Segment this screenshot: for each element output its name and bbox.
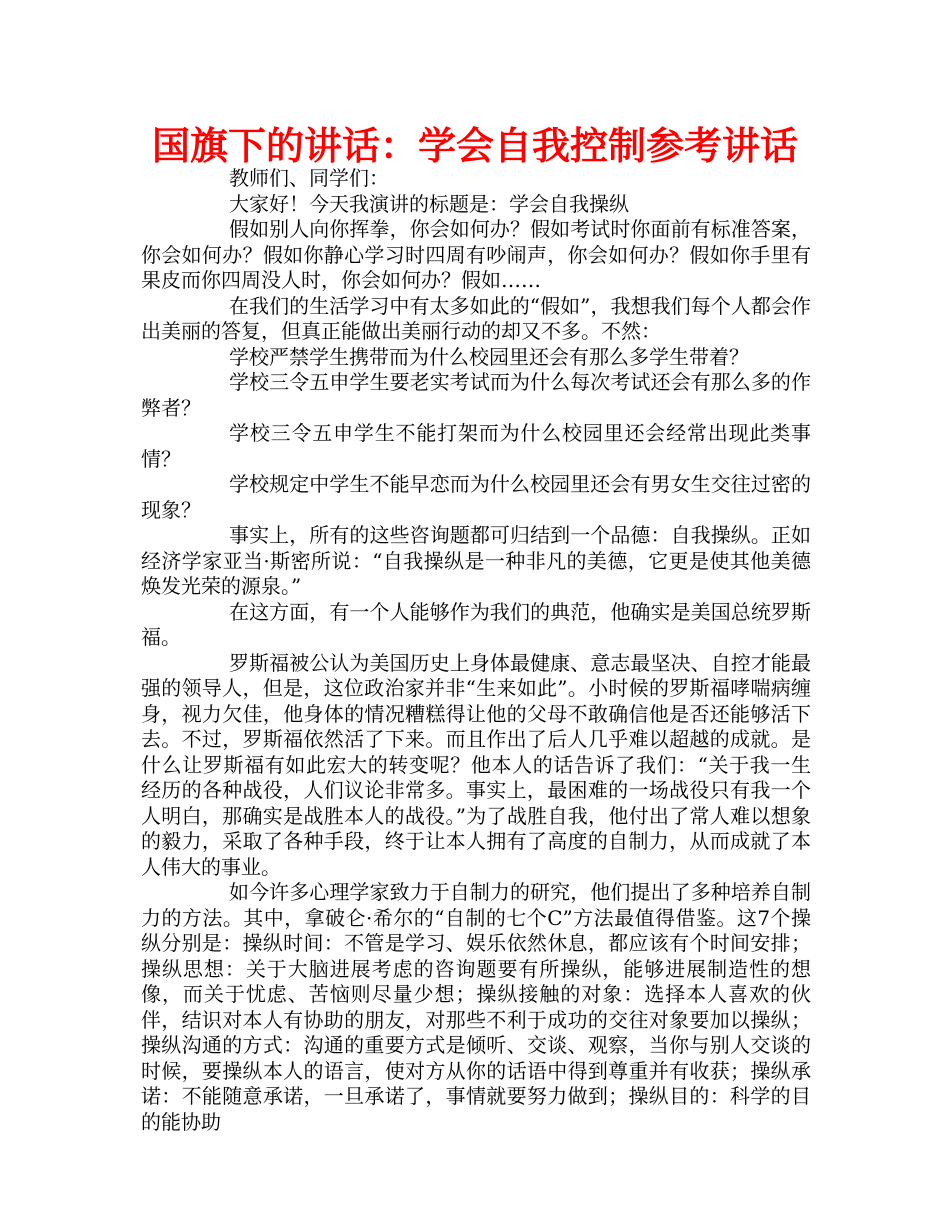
paragraph: 在我们的生活学习中有太多如此的“假如”，我想我们每个人都会作出美丽的答复，但真正能做出美丽行动的却又不多。不然： bbox=[141, 293, 811, 343]
paragraph: 罗斯福被公认为美国历史上身体最健康、意志最坚决、自控才能最强的领导人，但是，这位政治家并非“生来如此”。小时候的罗斯福哮喘病缠身，视力欠佳，他身体的情况糟糕得让他的父母不敢确信他是否还能够活下去。不过，罗斯福依然活了下来。而且作出了后人几乎难以超越的成就。是什么让罗斯福有如此宏大的转变呢？他本人的话告诉了我们：“关于我一生经历的各种战役，人们议论非常多。事实上，最困难的一场战役只有我一个人明白，那确实是战胜本人的战役。”为了战胜自我，他付出了常人难以想象的毅力，采取了各种手段，终于让本人拥有了高度的自制力，从而成就了本人伟大的事业。 bbox=[141, 650, 811, 879]
paragraph: 学校严禁学生携带而为什么校园里还会有那么多学生带着？ bbox=[229, 344, 749, 369]
document-body bbox=[141, 166, 811, 1135]
paragraph: 学校三令五申学生不能打架而为什么校园里还会经常出现此类事情？ bbox=[141, 421, 811, 471]
paragraph: 学校规定中学生不能早恋而为什么校园里还会有男女生交往过密的现象？ bbox=[141, 472, 811, 522]
paragraph-greeting: 教师们、同学们： bbox=[229, 166, 389, 190]
paragraph: 假如别人向你挥拳，你会如何办？假如考试时你面前有标准答案，你会如何办？假如你静心学习时四周有吵闹声，你会如何办？假如你手里有果皮而你四周没人时，你会如何办？假如…… bbox=[141, 217, 811, 292]
paragraph: 事实上，所有的这些咨询题都可归结到一个品德：自我操纵。正如经济学家亚当·斯密所说：“自我操纵是一种非凡的美德，它更是使其他美德焕发光荣的源泉。” bbox=[141, 523, 811, 598]
paragraph: 学校三令五申学生要老实考试而为什么每次考试还会有那么多的作弊者？ bbox=[141, 370, 811, 420]
document-title: 国旗下的讲话：学会自我控制参考讲话 bbox=[151, 124, 798, 168]
paragraph-topic: 大家好！今天我演讲的标题是：学会自我操纵 bbox=[229, 191, 629, 216]
paragraph: 在这方面，有一个人能够作为我们的典范，他确实是美国总统罗斯福。 bbox=[141, 599, 811, 649]
paragraph: 如今许多心理学家致力于自制力的研究，他们提出了多种培养自制力的方法。其中，拿破仑·希尔的“自制的七个C”方法最值得借鉴。这7个操纵分别是：操纵时间：不管是学习、娱乐依然休息，都应该有个时间安排；操纵思想：关于大脑进展考虑的咨询题要有所操纵，能够进展制造性的想像，而关于忧虑、苦恼则尽量少想；操纵接触的对象：选择本人喜欢的伙伴，结识对本人有协助的朋友，对那些不利于成功的交往对象要加以操纵；操纵沟通的方式：沟通的重要方式是倾听、交谈、观察，当你与别人交谈的时候，要操纵本人的语言，使对方从你的话语中得到尊重并有收获；操纵承诺：不能随意承诺，一旦承诺了，事情就要努力做到；操纵目的：科学的目的能协助 bbox=[141, 880, 811, 1134]
